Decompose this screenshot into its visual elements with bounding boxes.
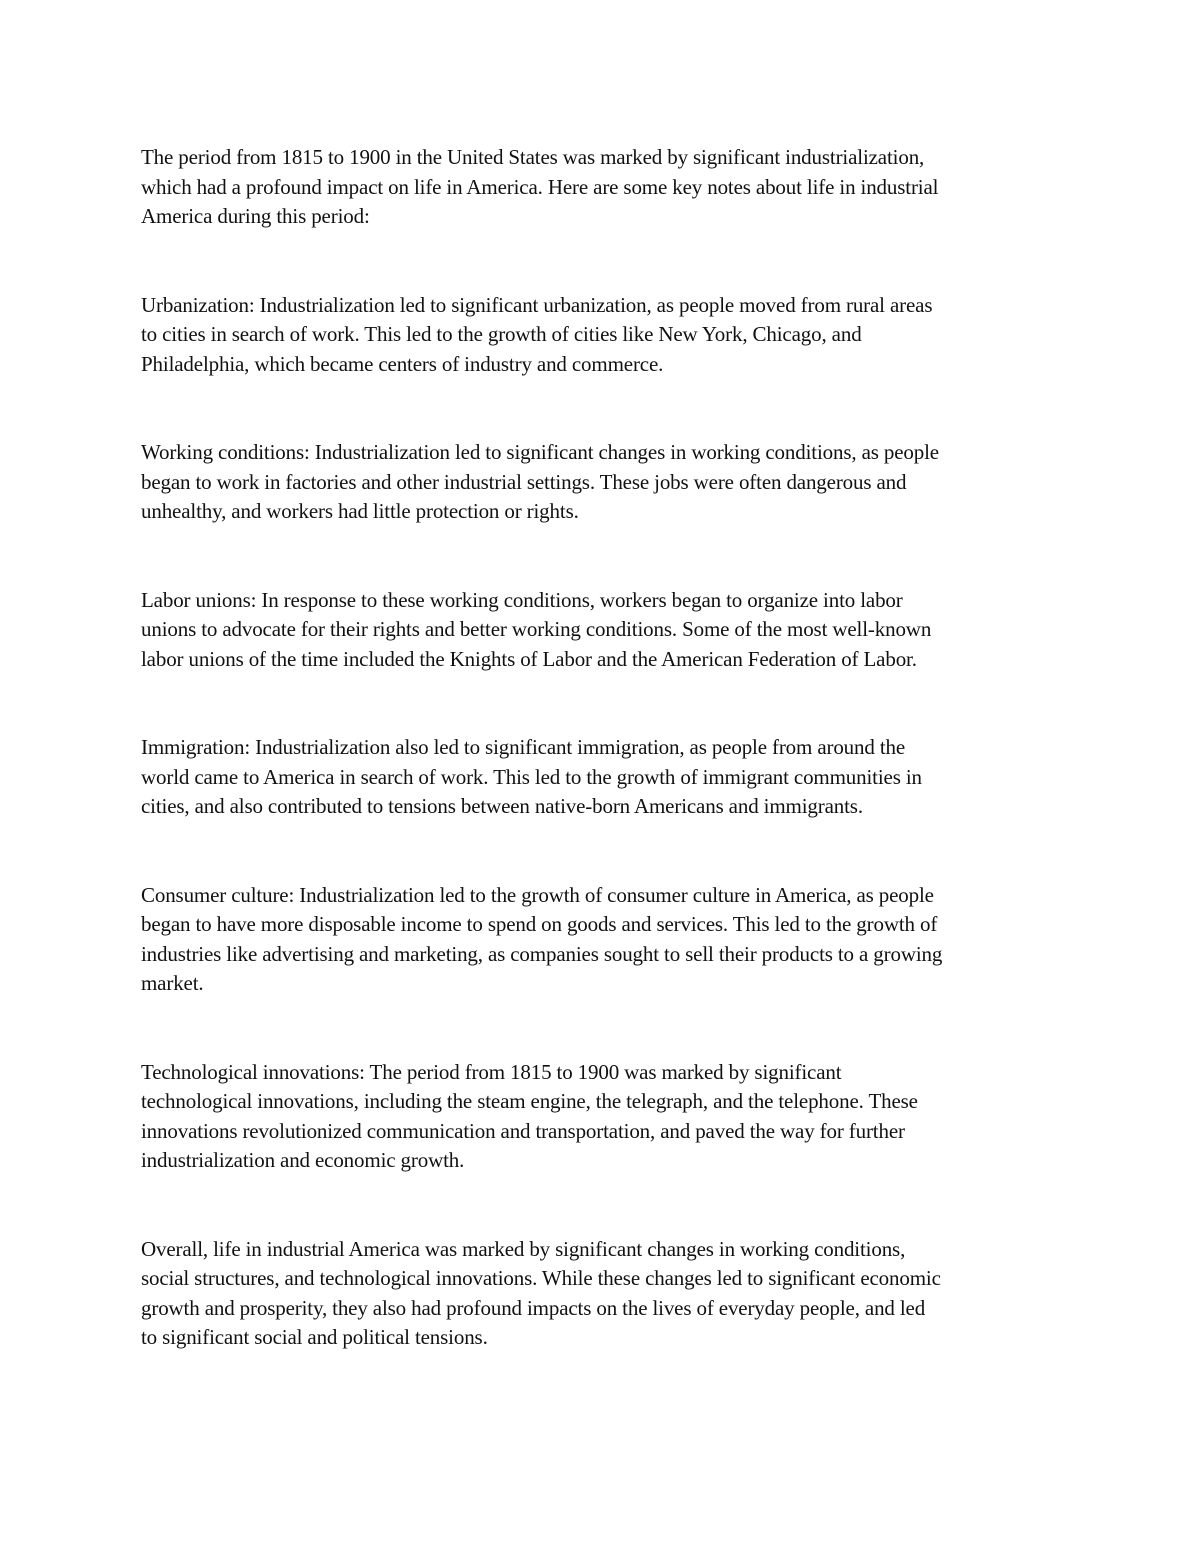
text-line: market. [141,971,204,995]
text-line: to cities in search of work. This led to the growth of cities like New York, Chicago, and [141,322,862,346]
document-body [141,143,1071,1353]
text-line: America during this period: [141,204,370,228]
text-line: growth and prosperity, they also had profound impacts on the lives of everyday people, and led [141,1295,926,1320]
text-line: innovations revolutionized communication and transportation, and paved the way for further [141,1118,905,1143]
text-line: began to work in factories and other industrial settings. These jobs were often dangerous and [141,469,907,494]
text-line: world came to America in search of work. This led to the growth of immigrant communities in [141,764,922,789]
text-line: which had a profound impact on life in America. Here are some key notes about life in industrial [141,174,939,199]
text-line: unions to advocate for their rights and better working conditions. Some of the most well-known [141,617,932,641]
text-line: industrialization and economic growth. [141,1148,465,1172]
text-line: Technological innovations: The period from 1815 to 1900 was marked by significant [141,1059,842,1084]
text-line: technological innovations, including the steam engine, the telegraph, and the telephone. These [141,1089,918,1113]
paragraph-urbanization [141,291,1071,380]
text-line: The period from 1815 to 1900 in the United States was marked by significant industrialization, [141,145,925,169]
paragraph-intro [141,143,1071,232]
text-line: to significant social and political tensions. [141,1325,488,1349]
text-line: labor unions of the time included the Knights of Labor and the American Federation of Labor. [141,646,917,671]
text-line: began to have more disposable income to spend on goods and services. This led to the growth of [141,912,938,936]
paragraph-labor-unions [141,586,1071,675]
text-line: Immigration: Industrialization also led to significant immigration, as people from around the [141,735,906,759]
text-line: social structures, and technological innovations. While these changes led to significant economic [141,1266,941,1290]
text-line: Labor unions: In response to these working conditions, workers began to organize into labor [141,587,903,612]
text-line: Urbanization: Industrialization led to significant urbanization, as people moved from rural areas [141,292,933,317]
paragraph-conclusion [141,1235,1071,1353]
text-line: Working conditions: Industrialization led to significant changes in working conditions, as people [141,440,939,464]
paragraph-immigration [141,733,1071,822]
text-line: Overall, life in industrial America was marked by significant changes in working conditions, [141,1236,906,1261]
text-line: Consumer culture: Industrialization led to the growth of consumer culture in America, as people [141,882,934,907]
paragraph-technological-innovations [141,1058,1071,1176]
paragraph-working-conditions [141,438,1071,527]
text-line: Philadelphia, which became centers of industry and commerce. [141,351,664,376]
paragraph-consumer-culture [141,881,1071,999]
text-line: cities, and also contributed to tensions between native-born Americans and immigrants. [141,794,863,818]
text-line: industries like advertising and marketing, as companies sought to sell their products to a growing [141,941,943,966]
text-line: unhealthy, and workers had little protection or rights. [141,499,579,523]
